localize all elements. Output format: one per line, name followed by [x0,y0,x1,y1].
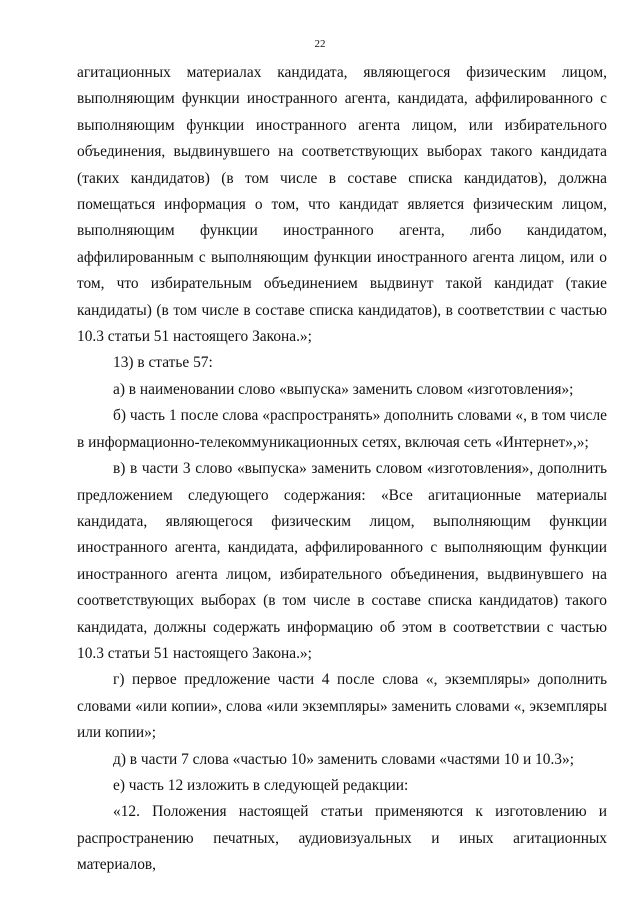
paragraph-item-b: б) часть 1 после слова «распространять» дополнить словами «, в том числе в информационно-телекоммуникационных сетях, включая сеть «Интернет»,»; [77,407,607,451]
document-body [77,60,607,879]
paragraph-continued: агитационных материалах кандидата, являющегося физическим лицом, выполняющим функции иностранного агента, кандидата, аффилированного с выполняющим функции иностранного агента лицом, или избирательного объединения, выдвинувшего на соответствующих выборах такого кандидата (таких кандидатов) (в том числе в составе списка кандидатов), должна помещаться информация о том, что кандидат является физическим лицом, выполняющим функции иностранного агента, либо кандидатом, аффилированным с выполняющим функции иностранного агента лицом, или о том, что избирательным объединением выдвинут такой кандидат (такие кандидаты) (в том числе в составе списка кандидатов), в соответствии с частью 10.3 статьи 51 настоящего Закона.»; [77,64,607,346]
paragraph-item-e: е) часть 12 изложить в следующей редакции: [113,776,409,794]
paragraph-item-d: д) в части 7 слова «частью 10» заменить словами «частями 10 и 10.3»; [113,750,574,768]
paragraph-part-12: «12. Положения настоящей статьи применяются к изготовлению и распространению печатных, аудиовизуальных и иных агитационных материалов, [77,803,607,874]
paragraph-item-13: 13) в статье 57: [113,354,213,372]
paragraph-item-g: г) первое предложение части 4 после слова «, экземпляры» дополнить словами «или копии», слова «или экземпляры» заменить словами «, экземпляры или копии»; [77,671,607,742]
page-number: 22 [314,38,326,50]
paragraph-item-a: а) в наименовании слово «выпуска» заменить словом «изготовления»; [113,380,574,398]
paragraph-item-v: в) в части 3 слово «выпуска» заменить словом «изготовления», дополнить предложением следующего содержания: «Все агитационные материалы кандидата, являющегося физическим лицом, выполняющим функции иностранного агента, кандидата, аффилированного с выполняющим функции иностранного агента лицом, избирательного объединения, выдвинувшего на соответствующих выборах (в том числе в составе списка кандидатов) такого кандидата, должны содержать информацию об этом в соответствии с частью 10.3 статьи 51 настоящего Закона.»; [77,460,607,662]
